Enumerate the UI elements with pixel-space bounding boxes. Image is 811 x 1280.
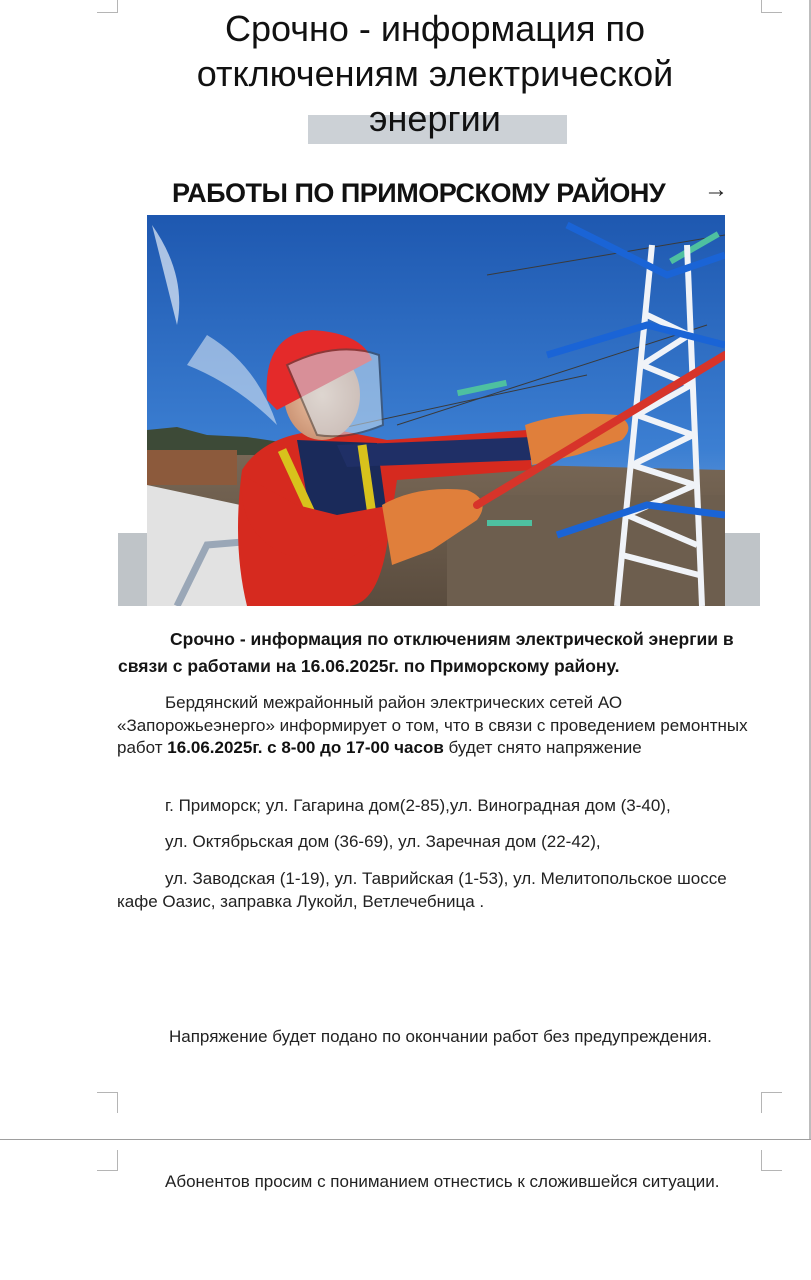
lead-text: Срочно - информация по отключениям электрической энергии в связи с работами на 16.06.2025г. по Приморскому району.: [118, 629, 734, 676]
outage-time: 16.06.2025г. с 8-00 до 17-00 часов: [167, 738, 444, 757]
lead-statement: [118, 626, 768, 680]
address-line-1: [117, 795, 757, 818]
address-text-2: ул. Октябрьская дом (36-69), ул. Заречная дом (22-42),: [165, 832, 601, 851]
restore-notice: [117, 1026, 757, 1049]
page-break-line: [0, 1139, 811, 1140]
restore-text: Напряжение будет подано по окончании работ без предупреждения.: [169, 1027, 712, 1046]
crop-mark-next-page-right: [761, 1150, 782, 1171]
crop-mark-bottom-right: [761, 1092, 782, 1113]
appeal-text: Абонентов просим с пониманием отнестись к сложившейся ситуации.: [165, 1172, 720, 1191]
arrow-right-icon: →: [704, 176, 728, 203]
crop-mark-top-right: [761, 0, 782, 13]
page-title: Срочно - информация по отключениям электрической энергии: [196, 8, 674, 139]
intro-ending: будет снято напряжение: [443, 738, 642, 757]
address-line-3: [117, 868, 757, 913]
intro-text: Бердянский межрайонный район электрических сетей АО «Запорожьеэнерго» информирует о том, что в связи с проведением ремонтных работ: [117, 693, 748, 757]
intro-paragraph: [117, 692, 757, 760]
lineman-photo: [147, 215, 725, 606]
crop-mark-top-left: [97, 0, 118, 13]
section-heading: РАБОТЫ ПО ПРИМОРСКОМУ РАЙОНУ: [172, 178, 666, 208]
appeal-notice: [117, 1171, 757, 1194]
address-text-3: ул. Заводская (1-19), ул. Таврийская (1-53), ул. Мелитопольское шоссе кафе Оазис, заправка Лукойл, Ветлечебница .: [117, 869, 727, 911]
address-line-2: [117, 831, 757, 854]
address-text-1: г. Приморск; ул. Гагарина дом(2-85),ул. Виноградная дом (3-40),: [165, 796, 671, 815]
crop-mark-bottom-left: [97, 1092, 118, 1113]
crop-mark-next-page-left: [97, 1150, 118, 1171]
